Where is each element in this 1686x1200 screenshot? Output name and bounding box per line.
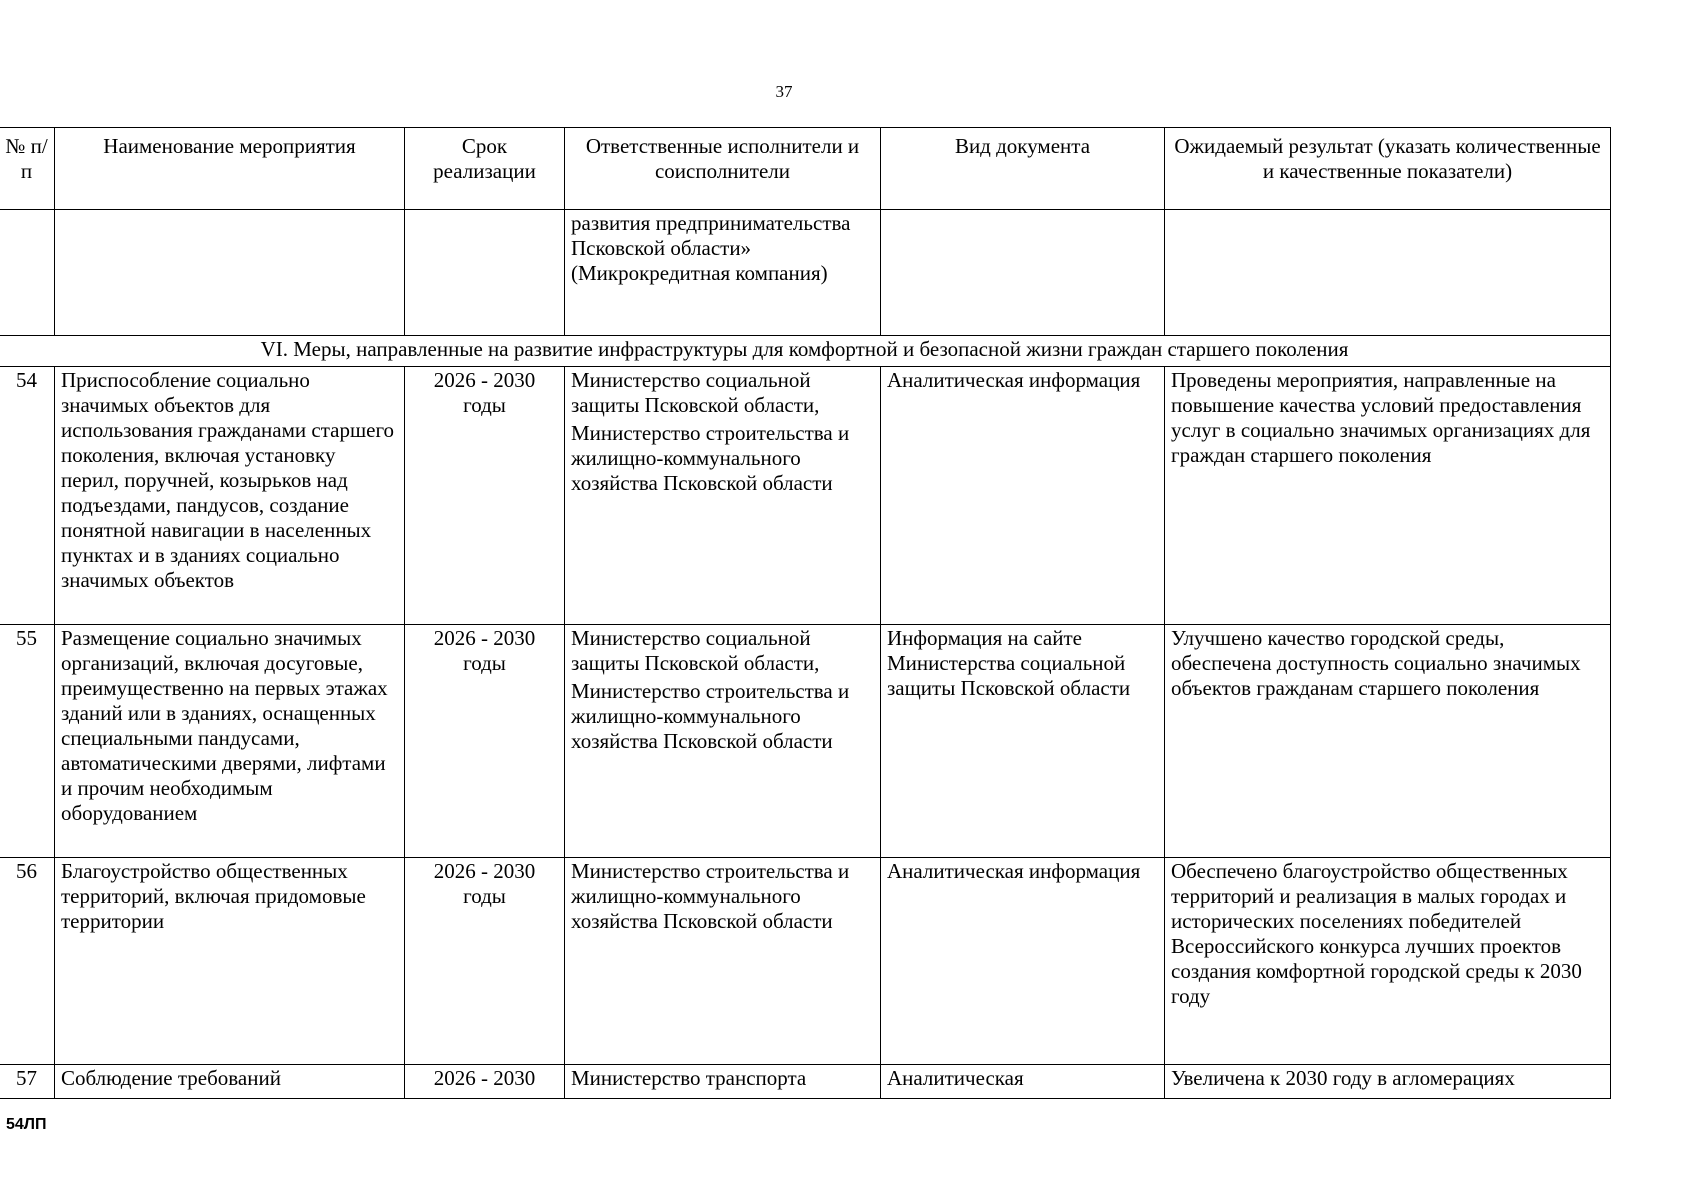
cell-responsible: [565, 367, 881, 625]
header-period: Срок реализации: [405, 128, 565, 210]
table-row: [0, 858, 1611, 1065]
cell-num: 55: [0, 625, 55, 858]
cell-num: 54: [0, 367, 55, 625]
header-name: Наименование мероприятия: [55, 128, 405, 210]
cell-responsible: [565, 1065, 881, 1099]
responsible-executor: Министерство строительства и жилищно-коммунального хозяйства Псковской области: [571, 859, 850, 933]
cell-doc-type: Аналитическая информация: [881, 858, 1165, 1065]
page-number: 37: [775, 82, 793, 101]
table-header-row: [0, 128, 1611, 210]
cell-name: [55, 210, 405, 336]
cell-name: Приспособление социально значимых объектов для использования гражданами старшего поколения, включая установку перил, поручней, козырьков над подъездами, пандусов, создание понятной навигации в населенных пунктах и в зданиях социально значимых объектов: [55, 367, 405, 625]
responsible-executor: Министерство социальной защиты Псковской области,: [571, 368, 820, 417]
cell-doc-type: Информация на сайте Министерства социальной защиты Псковской области: [881, 625, 1165, 858]
cell-result: Обеспечено благоустройство общественных территорий и реализация в малых городах и исторических поселениях победителей Всероссийского конкурса лучших проектов создания комфортной городской среды к 2030 году: [1165, 858, 1611, 1065]
cell-num: 57: [0, 1065, 55, 1099]
document-code: 54ЛП: [6, 1116, 47, 1133]
cell-result: Проведены мероприятия, направленные на повышение качества условий предоставления услуг в социально значимых организациях для граждан старшего поколения: [1165, 367, 1611, 625]
cell-responsible: [565, 858, 881, 1065]
cell-doc-type: [881, 210, 1165, 336]
cell-doc-type: Аналитическая информация: [881, 367, 1165, 625]
header-result: Ожидаемый результат (указать количественные и качественные показатели): [1165, 128, 1611, 210]
table-row: [0, 1065, 1611, 1099]
section-title: VI. Меры, направленные на развитие инфраструктуры для комфортной и безопасной жизни граждан старшего поколения: [0, 336, 1611, 367]
responsible-executor: Министерство транспорта: [571, 1066, 807, 1090]
responsible-co-executor: Министерство строительства и жилищно-коммунального хозяйства Псковской области: [571, 421, 850, 495]
cell-result: Улучшено качество городской среды, обеспечена доступность социально значимых объектов гражданам старшего поколения: [1165, 625, 1611, 858]
table-row: [0, 367, 1611, 625]
cell-period: 2026 - 2030 годы: [405, 367, 565, 625]
cell-period: 2026 - 2030: [405, 1065, 565, 1099]
header-num: № п/п: [0, 128, 55, 210]
cell-name: Соблюдение требований: [55, 1065, 405, 1099]
table-row-continuation: [0, 210, 1611, 336]
cell-name: Благоустройство общественных территорий, включая придомовые территории: [55, 858, 405, 1065]
responsible-executor: Министерство социальной защиты Псковской области,: [571, 626, 820, 675]
cell-responsible: развития предпринимательства Псковской области» (Микрокредитная компания): [565, 210, 881, 336]
cell-result: [1165, 210, 1611, 336]
cell-period: [405, 210, 565, 336]
section-row: [0, 336, 1611, 367]
cell-name: Размещение социально значимых организаций, включая досуговые, преимущественно на первых этажах зданий или в зданиях, оснащенных специальными пандусами, автоматическими дверями, лифтами и прочим необходимым оборудованием: [55, 625, 405, 858]
header-responsible: Ответственные исполнители и соисполнители: [565, 128, 881, 210]
table-row: [0, 625, 1611, 858]
cell-doc-type: Аналитическая: [881, 1065, 1165, 1099]
cell-num: 56: [0, 858, 55, 1065]
cell-responsible: [565, 625, 881, 858]
cell-period: 2026 - 2030 годы: [405, 625, 565, 858]
header-doc-type: Вид документа: [881, 128, 1165, 210]
responsible-co-executor: Министерство строительства и жилищно-коммунального хозяйства Псковской области: [571, 679, 850, 753]
cell-period: 2026 - 2030 годы: [405, 858, 565, 1065]
cell-num: [0, 210, 55, 336]
cell-result: Увеличена к 2030 году в агломерациях: [1165, 1065, 1611, 1099]
action-plan-table: [0, 127, 1611, 1099]
